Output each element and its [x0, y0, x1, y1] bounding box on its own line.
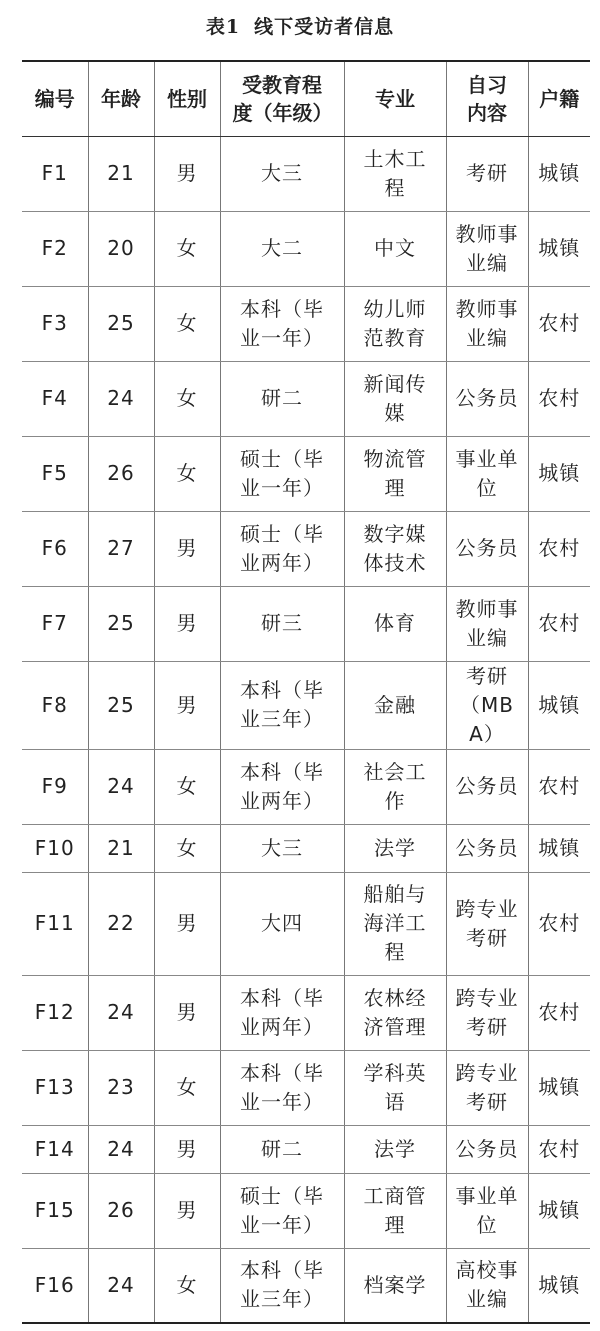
cell-household: 农村 — [528, 1125, 590, 1173]
cell-major: 幼儿师范教育 — [344, 286, 446, 361]
table-row — [22, 824, 590, 872]
cell-education: 大三 — [220, 824, 344, 872]
cell-major: 法学 — [344, 824, 446, 872]
cell-age: 24 — [88, 749, 154, 824]
respondent-table — [22, 60, 590, 1324]
cell-age: 24 — [88, 1125, 154, 1173]
cell-gender: 男 — [154, 586, 220, 661]
table-row — [22, 211, 590, 286]
table-number: 表1 — [205, 16, 241, 38]
cell-id: F5 — [22, 436, 88, 511]
cell-household: 城镇 — [528, 1248, 590, 1323]
table-row — [22, 511, 590, 586]
cell-id: F10 — [22, 824, 88, 872]
table-row — [22, 1248, 590, 1323]
cell-major: 金融 — [344, 661, 446, 749]
cell-age: 20 — [88, 211, 154, 286]
cell-household: 城镇 — [528, 1050, 590, 1125]
header-age: 年龄 — [88, 61, 154, 136]
cell-major: 体育 — [344, 586, 446, 661]
cell-gender: 女 — [154, 1050, 220, 1125]
cell-id: F9 — [22, 749, 88, 824]
cell-gender: 女 — [154, 1248, 220, 1323]
table-row — [22, 436, 590, 511]
cell-study-content: 公务员 — [446, 361, 528, 436]
cell-gender: 男 — [154, 136, 220, 211]
cell-major: 中文 — [344, 211, 446, 286]
cell-study-content: 公务员 — [446, 749, 528, 824]
cell-gender: 男 — [154, 661, 220, 749]
cell-major: 学科英语 — [344, 1050, 446, 1125]
cell-education: 研三 — [220, 586, 344, 661]
cell-household: 农村 — [528, 361, 590, 436]
cell-education: 大二 — [220, 211, 344, 286]
cell-age: 25 — [88, 586, 154, 661]
table-row — [22, 872, 590, 975]
cell-id: F16 — [22, 1248, 88, 1323]
table-body — [22, 136, 590, 1323]
table-row — [22, 361, 590, 436]
cell-age: 21 — [88, 824, 154, 872]
cell-study-content: 考研（MBA） — [446, 661, 528, 749]
cell-education: 本科（毕业一年） — [220, 1050, 344, 1125]
cell-gender: 女 — [154, 436, 220, 511]
cell-id: F1 — [22, 136, 88, 211]
cell-id: F12 — [22, 975, 88, 1050]
cell-major: 法学 — [344, 1125, 446, 1173]
cell-study-content: 教师事业编 — [446, 211, 528, 286]
cell-household: 农村 — [528, 586, 590, 661]
table-row — [22, 1050, 590, 1125]
cell-gender: 男 — [154, 1173, 220, 1248]
cell-major: 档案学 — [344, 1248, 446, 1323]
cell-study-content: 事业单位 — [446, 436, 528, 511]
cell-study-content: 公务员 — [446, 1125, 528, 1173]
cell-education: 本科（毕业三年） — [220, 1248, 344, 1323]
cell-household: 城镇 — [528, 1173, 590, 1248]
cell-age: 27 — [88, 511, 154, 586]
cell-study-content: 事业单位 — [446, 1173, 528, 1248]
cell-gender: 男 — [154, 975, 220, 1050]
cell-age: 24 — [88, 975, 154, 1050]
cell-major: 社会工作 — [344, 749, 446, 824]
cell-household: 城镇 — [528, 136, 590, 211]
table-row — [22, 286, 590, 361]
cell-age: 25 — [88, 661, 154, 749]
header-household: 户籍 — [528, 61, 590, 136]
cell-education: 本科（毕业两年） — [220, 749, 344, 824]
cell-study-content: 教师事业编 — [446, 586, 528, 661]
cell-id: F14 — [22, 1125, 88, 1173]
cell-study-content: 高校事业编 — [446, 1248, 528, 1323]
table-row — [22, 1173, 590, 1248]
cell-household: 农村 — [528, 975, 590, 1050]
cell-id: F15 — [22, 1173, 88, 1248]
header-education: 受教育程度（年级） — [220, 61, 344, 136]
cell-major: 物流管理 — [344, 436, 446, 511]
cell-education: 本科（毕业两年） — [220, 975, 344, 1050]
cell-household: 城镇 — [528, 211, 590, 286]
cell-id: F2 — [22, 211, 88, 286]
header-study-content: 自习内容 — [446, 61, 528, 136]
table-row — [22, 661, 590, 749]
cell-major: 船舶与海洋工程 — [344, 872, 446, 975]
cell-study-content: 考研 — [446, 136, 528, 211]
cell-age: 21 — [88, 136, 154, 211]
cell-id: F8 — [22, 661, 88, 749]
cell-education: 研二 — [220, 1125, 344, 1173]
table-row — [22, 749, 590, 824]
cell-major: 农林经济管理 — [344, 975, 446, 1050]
cell-study-content: 教师事业编 — [446, 286, 528, 361]
cell-household: 城镇 — [528, 436, 590, 511]
cell-study-content: 跨专业考研 — [446, 872, 528, 975]
cell-household: 农村 — [528, 511, 590, 586]
cell-study-content: 跨专业考研 — [446, 975, 528, 1050]
cell-major: 土木工程 — [344, 136, 446, 211]
cell-age: 24 — [88, 361, 154, 436]
table-row — [22, 586, 590, 661]
cell-household: 农村 — [528, 872, 590, 975]
cell-major: 数字媒体技术 — [344, 511, 446, 586]
cell-gender: 女 — [154, 211, 220, 286]
cell-household: 农村 — [528, 749, 590, 824]
cell-study-content: 公务员 — [446, 511, 528, 586]
table-row — [22, 975, 590, 1050]
cell-age: 23 — [88, 1050, 154, 1125]
cell-education: 大三 — [220, 136, 344, 211]
cell-gender: 女 — [154, 824, 220, 872]
table-header-row — [22, 61, 590, 136]
table-title — [0, 12, 600, 39]
cell-gender: 男 — [154, 1125, 220, 1173]
header-gender: 性别 — [154, 61, 220, 136]
cell-major: 新闻传媒 — [344, 361, 446, 436]
cell-education: 硕士（毕业两年） — [220, 511, 344, 586]
header-major: 专业 — [344, 61, 446, 136]
cell-age: 26 — [88, 436, 154, 511]
cell-id: F13 — [22, 1050, 88, 1125]
table-row — [22, 1125, 590, 1173]
cell-study-content: 公务员 — [446, 824, 528, 872]
cell-gender: 女 — [154, 286, 220, 361]
cell-education: 大四 — [220, 872, 344, 975]
cell-id: F11 — [22, 872, 88, 975]
cell-education: 研二 — [220, 361, 344, 436]
cell-age: 26 — [88, 1173, 154, 1248]
cell-household: 城镇 — [528, 824, 590, 872]
cell-education: 硕士（毕业一年） — [220, 1173, 344, 1248]
table-caption: 线下受访者信息 — [254, 16, 395, 38]
cell-age: 24 — [88, 1248, 154, 1323]
cell-gender: 男 — [154, 872, 220, 975]
cell-household: 农村 — [528, 286, 590, 361]
cell-id: F7 — [22, 586, 88, 661]
cell-education: 本科（毕业三年） — [220, 661, 344, 749]
cell-id: F3 — [22, 286, 88, 361]
cell-id: F6 — [22, 511, 88, 586]
cell-education: 硕士（毕业一年） — [220, 436, 344, 511]
cell-education: 本科（毕业一年） — [220, 286, 344, 361]
cell-household: 城镇 — [528, 661, 590, 749]
cell-age: 22 — [88, 872, 154, 975]
cell-id: F4 — [22, 361, 88, 436]
cell-gender: 女 — [154, 361, 220, 436]
cell-gender: 女 — [154, 749, 220, 824]
header-id: 编号 — [22, 61, 88, 136]
cell-gender: 男 — [154, 511, 220, 586]
cell-age: 25 — [88, 286, 154, 361]
cell-major: 工商管理 — [344, 1173, 446, 1248]
table-row — [22, 136, 590, 211]
cell-study-content: 跨专业考研 — [446, 1050, 528, 1125]
